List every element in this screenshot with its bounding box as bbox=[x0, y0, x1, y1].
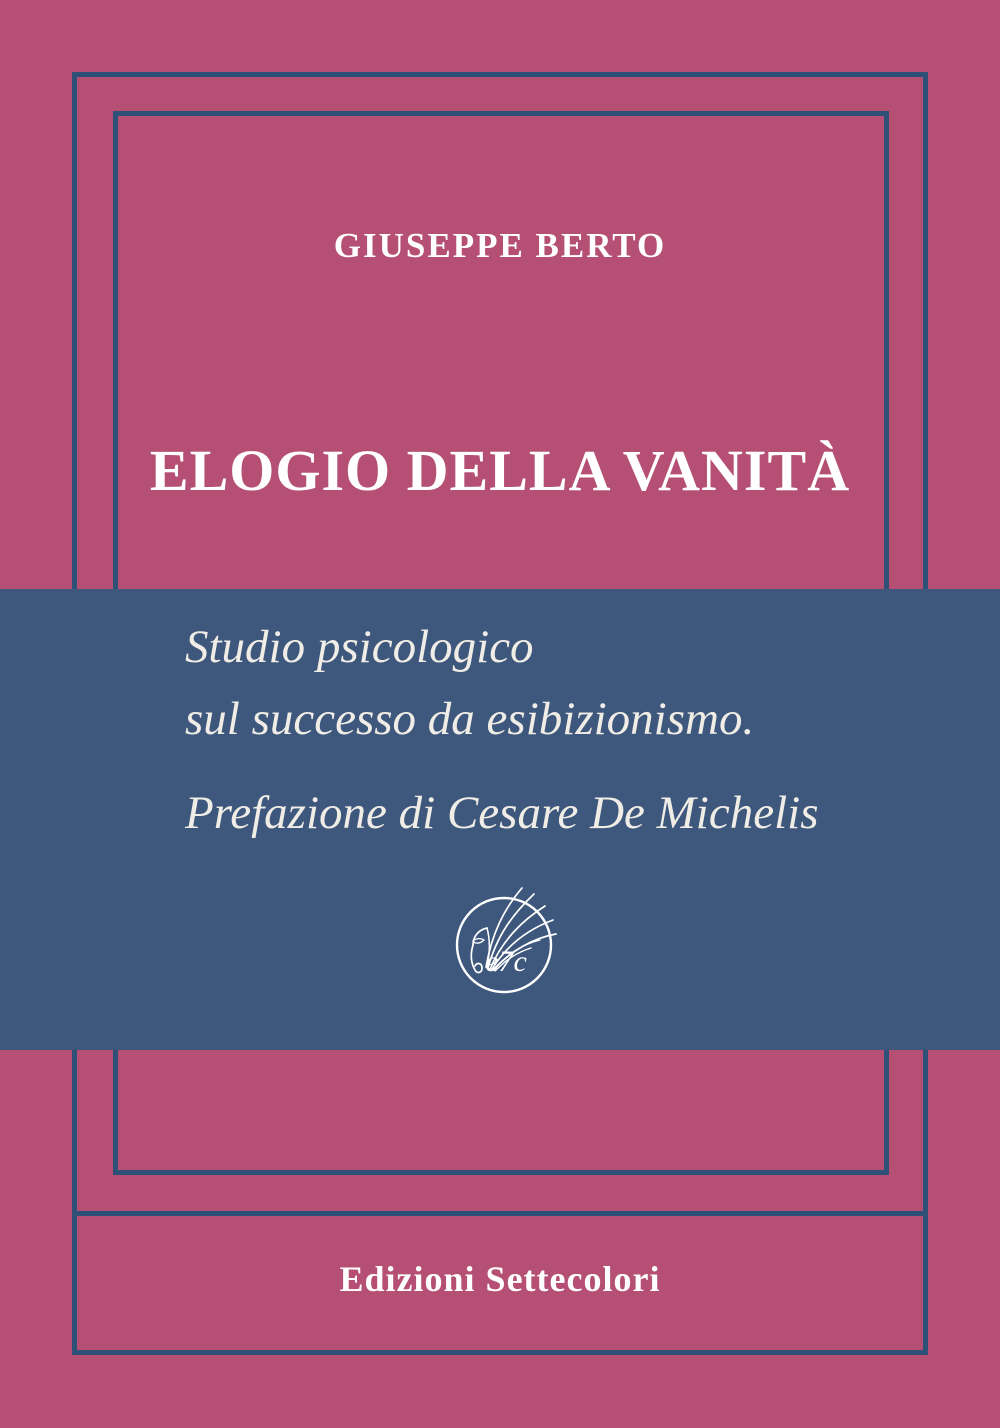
logo-monogram: e7c bbox=[485, 945, 527, 978]
subtitle-line-1: Studio psicologico bbox=[185, 621, 534, 673]
preface-credit: Prefazione di Cesare De Michelis bbox=[185, 787, 819, 839]
author-name: GIUSEPPE BERTO bbox=[333, 226, 667, 265]
publisher-name: Edizioni Settecolori bbox=[339, 1259, 661, 1299]
book-title: ELOGIO DELLA VANITÀ bbox=[149, 438, 851, 503]
subtitle-line-2: sul successo da esibizionismo. bbox=[185, 693, 755, 745]
publisher-compartment-divider bbox=[72, 1211, 928, 1216]
subtitle-block bbox=[185, 611, 819, 849]
phoenix-bird-icon bbox=[442, 883, 566, 1007]
